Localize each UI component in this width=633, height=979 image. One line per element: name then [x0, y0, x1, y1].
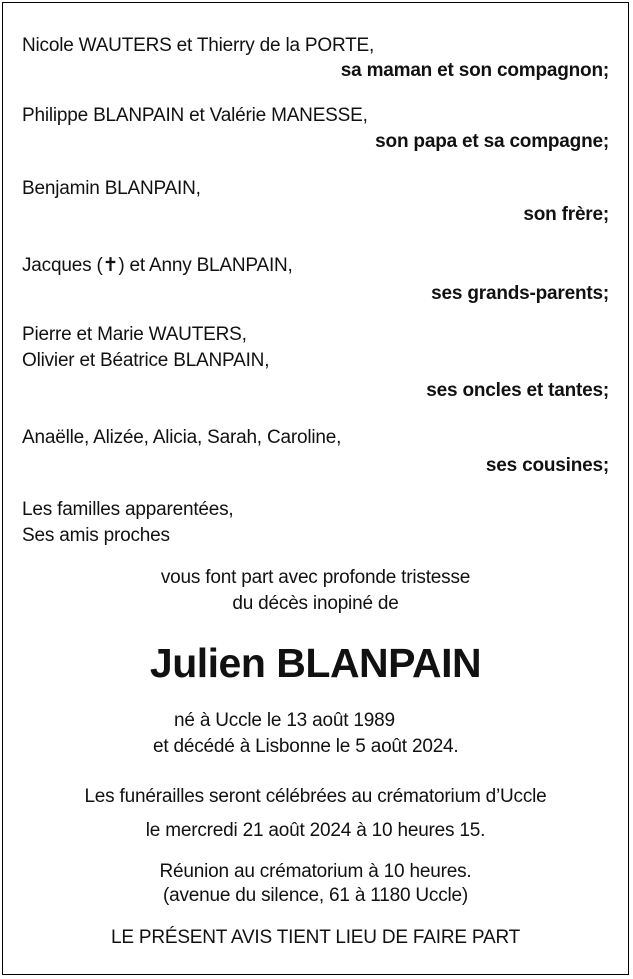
others-line-2: Ses amis proches [22, 525, 170, 546]
grandparents-names [22, 254, 293, 278]
grandparents-names-after: ) et Anny BLANPAIN, [118, 255, 293, 276]
uncles-relation: ses oncles et tantes; [426, 380, 609, 401]
address-line: (avenue du silence, 61 à 1180 Uccle) [162, 885, 469, 906]
birth-line: né à Uccle le 13 août 1989 [174, 710, 395, 731]
brother-names: Benjamin BLANPAIN, [22, 178, 201, 199]
uncles-names-2: Olivier et Béatrice BLANPAIN, [22, 350, 270, 371]
footer-note: LE PRÉSENT AVIS TIENT LIEU DE FAIRE PART [110, 927, 521, 948]
others-line-1: Les familles apparentées, [22, 499, 234, 520]
death-line: et décédé à Lisbonne le 5 août 2024. [153, 736, 459, 757]
funeral-line-1: Les funérailles seront célébrées au crématorium d’Uccle [84, 786, 547, 807]
meeting-line: Réunion au crématorium à 10 heures. [159, 861, 472, 882]
mother-names: Nicole WAUTERS et Thierry de la PORTE, [22, 35, 375, 56]
father-relation: son papa et sa compagne; [375, 131, 609, 152]
announcement-line-2: du décès inopiné de [232, 593, 399, 614]
father-names: Philippe BLANPAIN et Valérie MANESSE, [22, 105, 368, 126]
cross-icon: ✝ [102, 255, 119, 276]
uncles-names-1: Pierre et Marie WAUTERS, [22, 324, 247, 345]
announcement-line-1: vous font part avec profonde tristesse [160, 567, 471, 588]
mother-relation: sa maman et son compagnon; [340, 60, 609, 81]
funeral-line-2: le mercredi 21 août 2024 à 10 heures 15. [145, 820, 486, 841]
brother-relation: son frère; [523, 204, 609, 225]
cousins-relation: ses cousines; [485, 455, 609, 476]
cousins-names: Anaëlle, Alizée, Alicia, Sarah, Caroline, [22, 427, 342, 448]
deceased-name: Julien BLANPAIN [149, 640, 482, 686]
obituary-notice [2, 2, 629, 975]
grandparents-relation: ses grands-parents; [431, 283, 609, 304]
grandparents-names-before: Jacques ( [22, 255, 103, 276]
